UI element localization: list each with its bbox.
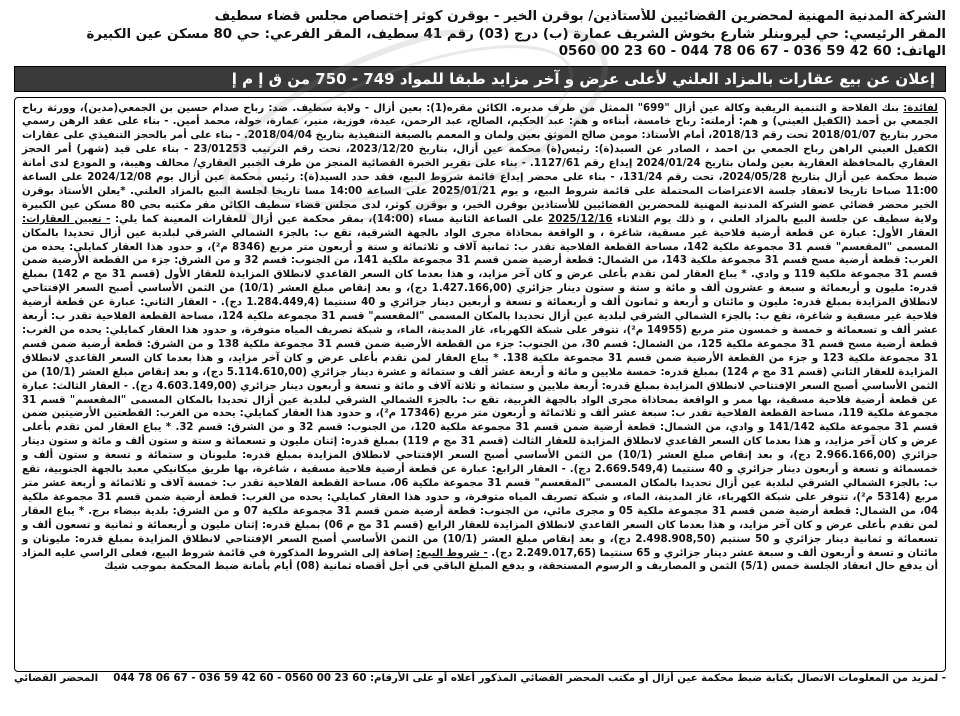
letterhead	[14, 8, 946, 61]
conditions-text: إضافة إلى الشروط المذكورة في قائمة شروط البيع، فعلى الراسي عليه المزاد أن يدفع حال انعقاد الجلسة خمس (5/1) الثمن و المصاريف و الرسوم المستحقة، و يدفع المبلغ الباقي في أجل أقصاه ثمانية (08) أيام بأمانة ضبط المحكمة بموجب شيك	[22, 547, 938, 573]
properties-text: العقار الأول: عبارة عن قطعة أرضية فلاحية غير مسقية، شاغرة ، و الواقعة بمحاذاة مجرى الواد بالجهة الشرقية، تقع ب: بالجزء الشمالي الشرقي لبلدية عين أزال تحديدا بالمكان المسمى "المقعسم" قسم 31 مجموعة ملكية 142، مساحة القطعة الفلاحية تقدر ب: ثمانية آلاف و ثلاثمائة و ستة و أربعون متر مربع (8346 م²)، و حدود هذا العقار كمايلي: يحده من الغرب: قطعة أرضية مسح قسم 31 مجموعة ملكية 143، من الشمال: قطعة أرضية ضمن قسم 31 مجموعة ملكية 141، من الجنوب: قسم 32 و من الشرق: جزء من القطعة الأرضية ضمن قسم 31 مجموعة ملكية 119 و وادي. * يباع العقار لمن تقدم بأعلى عرض و كان آخر مزايد، و هذا بعدما كان السعر القاعدي لانطلاق المزايدة للعقار الأول (قسم 31 مج م 142) بمبلغ قدره: مليون و أربعمائة و سبعة و عشرون ألف و مائة و ستة و ستون دينار جزائري (1.427.166,00 دج)، و بعد إنقاص مبلغ العشر (10/1) من الثمن الأساسي أصبح السعر الإفتتاحي لانطلاق المزايدة بمبلغ قدره: مليون و مائتان و أربعة و ثمانون ألف و أربعمائة و تسعة و أربعين دينار جزائري و 40 سنتيما (1.284.449,4 دج). - العقار الثاني: عبارة عن قطعة أرضية فلاحية غير مسقية و شاغرة، تقع ب: بالجزء الشمالي الشرقي لبلدية عين أزال تحديدا بالمكان المسمى "المقعسم" قسم 31 مجموعة ملكية 124، مساحة القطعة الفلاحية تقدر ب: أربعة عشر ألف و تسعمائة و خمسة و خمسون متر مربع (14955 م²)، تتوفر على شبكة الكهرباء، غاز المدينة، الماء، و شبكة تصريف المياه متوفرة، و حدود هذا العقار كمايلي: يحده من الغرب: قطعة أرضية مسح قسم 31 مجموعة ملكية 125، من الشمال: قسم 30، من الجنوب: جزء من القطعة الأرضية ضمن قسم 31 مجموعة ملكية 138 و من الشرق: قطعة أرضية ضمن قسم 31 مجموعة ملكية 123 و جزء من القطعة الأرضية ضمن قسم 31 مجموعة ملكية 138. * يباع العقار لمن تقدم بأعلى عرض و كان آخر مزايد، و هذا بعدما كان السعر القاعدي لانطلاق المزايدة للعقار الثاني (قسم 31 مج م 124) بمبلغ قدره: خمسة ملايين و مائة و أربعة عشر ألف و ستمائة و عشرة دينار جزائري (5.114.610,00 دج)، و بعد إنقاص مبلغ العشر (10/1) من الثمن الأساسي أصبح السعر الإفتتاحي لانطلاق المزايدة بمبلغ قدره: أربعة ملايين و ستمائة و ثلاثة آلاف و مائة و تسعة و أربعون دينار جزائري (4.603.149,00 دج). - العقار الثالث: عبارة عن قطعة أرضية فلاحية مسقية، بها ممر و الواقعة بمحاذاة مجرى الواد بالجهة الغربية، تقع ب: بالجزء الشمالي الشرقي لبلدية عين أزال تحديدا بالمكان المسمى "المقعسم" قسم 31 مجموعة ملكية 119، مساحة القطعة الفلاحية تقدر ب: سبعة عشر ألف و ثلاثمائة و أربعون متر مربع (17346 م²)، و حدود هذا العقار كمايلي: يحده من الغرب: القطعتين الأرضيتين ضمن قسم 31 مجموعة ملكية 141/142 و وادي، من الشمال: قطعة أرضية ضمن قسم 31 مجموعة ملكية 120، من الجنوب: قسم 32 و من الشرق: قسم 32. * يباع العقار لمن تقدم بأعلى عرض و كان آخر مزايد، و هذا بعدما كان السعر القاعدي لانطلاق المزايدة للعقار الثالث (قسم 31 مج م 119) بمبلغ قدره: إثنان مليون و تسعمائة و ستة و ستون ألف و مائة و ستون دينار جزائري (2.966.166,00 دج)، و بعد إنقاص مبلغ العشر (10/1) من الثمن الأساسي أصبح السعر الإفتتاحي لانطلاق المزايدة بمبلغ قدره: مليونان و ستمائة و تسعة و ستون ألف و خمسمائة و تسعة و أربعون دينار جزائري و 40 سنتيما (2.669.549,4 دج). - العقار الرابع: عبارة عن قطعة أرضية فلاحية مسقية ، شاغرة، بها طريق ميكانيكي معبد بالجهة الجنوبية، تقع ب: بالجزء الشمالي الشرقي لبلدية عين أزال تحديدا بالمكان المسمى "المقعسم" قسم 31 مجموعة ملكية 06، مساحة القطعة الفلاحية تقدر ب: خمسة آلاف و ثلاثمائة و أربعة عشر متر مربع (5314 م²)، تتوفر على شبكة الكهرباء، غاز المدينة، الماء، و شبكة تصريف المياه متوفرة، و حدود هذا العقار كمايلي: يحده من الغرب: قطعة أرضية ضمن قسم 31 مجموعة ملكية 04، من الشمال: قطعة أرضية ضمن قسم 31 مجموعة ملكية 05 و مجرى مائي، من الجنوب: قطعة أرضية ضمن قسم 31 مجموعة ملكية 07 و من الشرق: بلدية بيضاء برج. * يباع العقار لمن تقدم بأعلى عرض و كان آخر مزايد، و هذا بعدما كان السعر القاعدي لانطلاق المزايدة للعقار الرابع (قسم 31 مج م 06) بمبلغ قدره: إثنان مليون و أربعمائة و ثمانية و تسعون ألف و تسعمائة و ثمانية دينار جزائري و 50 سنتيم (2.498.908,50 دج)، و بعد إنقاص مبلغ العشر (10/1) من الثمن الأساسي أصبح السعر الإفتتاحي لانطلاق المزايدة بمبلغ قدره: مليونان و مائتان و تسعة و أربعون ألف و سبعة عشر دينار جزائري و 65 سنتيما (2.249.017,65 دج).	[22, 227, 939, 559]
properties-label: - تعيين العقارات:	[22, 213, 111, 225]
office-address: المقر الرئيسي: حي ليروبنلر شارع بخوش الشريف عمارة (ب) درج (03) رقم 41 سطيف، المقر الفرعي: حي 80 مسكن عين الكبيرة	[86, 26, 946, 42]
announcement-body	[14, 97, 946, 672]
intro-text: بنك الفلاحة و التنمية الريفية وكالة عين أزال "699" الممثل من طرف مديره. الكائن مقره(1): بعين أزال - ولاية سطيف. ضد: رباح صدام حسين بن الجمعي(مدين)، وورثة رباح الجمعي بن أحمد (الكفيل العيني) و هم: أرملته: رباح خامسة، أبناءه و هم: عبد الحكيم، الصالح، عبد الرحمن، عيدة، فوزية، منير، عمارة، خولة، محمد أمين. - بناء على عقد الرهن رسمي محرر بتاريخ 2018/01/07 تحت رقم 2018/13، أمام الأستاذ: مومن صالح الموثق بعين ولمان و المعمم بالصيغة التنفيذية بتاريخ 2018/04/04. - بناء على أمر بالحجز التنفيذي على عقارات الكفيل العيني الراهن رباح الجمعي بن احمد ، الصادر عن السيد(ة): رئيس(ة) محكمة عين أزال، بتاريخ 2023/12/20، تحت رقم الترتيب 23/01253 - بناء على قيد (شهر) أمر الحجز العقاري بالمحافظة العقارية بعين ولمان بتاريخ 2024/01/24 إيداع رقم 1127/61. - بناء على تقرير الخبرة القضائية المنجز من طرف الخبير العقاري/ محالف وهيبة، و المودع لدى أمانة ضبط محكمة عين أزال بتاريخ 2024/05/28، تحت رقم 131/24، - بناء على محضر إيداع قائمة شروط البيع، فقد حدد السيد(ة): رئيس محكمة عين أزال يوم 2024/12/08 على الساعة 11:00 صباحا تاريخا لانعقاد جلسة الاعتراضات المحتملة على قائمة شروط البيع، و يوم 2025/01/21 على الساعة 14:00 مسا تاريخا لجلسة البيع بالمزاد العلني.	[22, 102, 939, 197]
intro-label: لفائدة:	[903, 102, 938, 114]
footer	[14, 672, 946, 686]
phone-numbers: الهاتف: 60 42 59 036 - 67 06 78 044 - 60 23 00 0560	[558, 44, 946, 59]
notice-text: *يعلن الأستاذ بوقرن الخير محضر قضائي عضو الشركة المدنية المهنية للمحضرين القضائيين للأستاذين بوقرن الخير، و بوقرن كوثر، لدى مجلس قضاء سطيف الكائن مقر مكتبه بحي 80 مسكن عين الكبيرة ولاية سطيف عن جلسة البيع بالمزاد العلني ، و ذلك يوم الثلاثاء	[22, 185, 939, 225]
contact-info: - لمزيد من المعلومات الاتصال بكتابة ضبط محكمة عين أزال أو مكتب المحضر القضائي المذكور أعلاه أو على الأرقام: 60 23 00 0560 - 60 42 59 036 - 67 06 78 044	[113, 672, 946, 684]
announcement-title: إعلان عن بيع عقارات بالمزاد العلني لأعلى عرض و آخر مزايد طبقا للمواد 749 - 750 من ق إ م إ	[14, 66, 946, 92]
sale-date: 2025/12/16	[548, 213, 613, 225]
signature-label: المحضر القضائي	[14, 672, 99, 684]
conditions-label: - شروط البيع:	[416, 547, 488, 559]
body-paragraph	[22, 102, 938, 575]
company-name: الشركة المدنية المهنية لمحضرين القضائيين للأستاذين/ بوقرن الخير - بوقرن كوثر إختصاص مجلس قضاء سطيف	[214, 9, 946, 24]
notice-end-text: على الساعة الثانية مساء (14:00)، بمقر محكمة عين أزال للعقارات المعينة كما يلي:	[110, 213, 549, 225]
